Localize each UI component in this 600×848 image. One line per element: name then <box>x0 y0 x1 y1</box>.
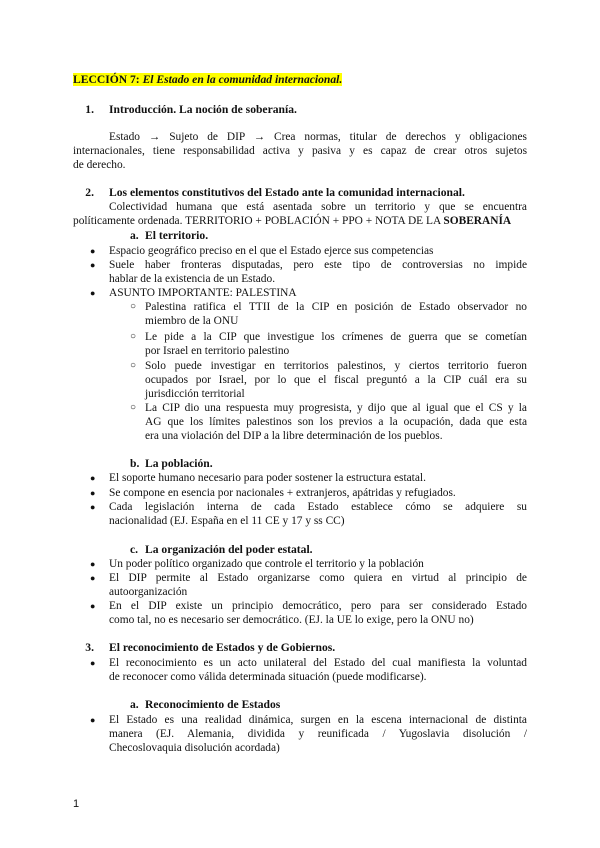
list-item: Se compone en esencia por nacionales + extranjeros, apátridas y refugiados. <box>109 487 456 499</box>
bullet-icon: ● <box>90 573 96 583</box>
bullet-icon: ● <box>90 658 96 668</box>
subsection-2a-heading: El territorio. <box>145 229 209 242</box>
bullet-icon: ● <box>90 473 96 483</box>
section-2-intro-text: políticamente ordenada. TERRITORIO + POBLACIÓN + PPO + NOTA DE LA <box>73 215 441 227</box>
subsection-2c-letter: c. <box>130 543 139 556</box>
lesson-title <box>73 73 342 87</box>
sub-list-item-cont: jurisdicción territorial <box>145 388 245 400</box>
section-2-intro-line <box>73 214 511 228</box>
section-2-soberania: SOBERANÍA <box>443 215 512 227</box>
sub-list-item: La CIP dio una respuesta muy progresista, y dijo que al igual que el CS y la <box>145 402 527 414</box>
sub-list-item-cont: AG que los límites palestinos son los previos a la ocupación, dada que esta <box>145 416 527 428</box>
list-item: El reconocimiento es un acto unilateral del Estado del cual manifiesta la voluntad <box>109 657 527 669</box>
bullet-icon: ● <box>90 260 96 270</box>
list-item-cont: Checoslovaquia disolución acordada) <box>109 742 280 754</box>
sub-list-item-cont: por Israel en territorio palestino <box>145 345 290 357</box>
page-number: 1 <box>73 798 80 810</box>
list-item: Espacio geográfico preciso en el que el Estado ejerce sus competencias <box>109 245 434 257</box>
list-item-cont: como tal, no es necesario ser democrático. (EJ. la UE lo exige, pero la ONU no) <box>109 614 474 626</box>
list-item: Un poder político organizado que controle el territorio y la población <box>109 558 424 570</box>
bullet-icon: ● <box>90 715 96 725</box>
list-item-cont: manera (EJ. Alemania, dividida y reunificada / Yugoslavia disolución / <box>109 728 527 740</box>
subsection-3a-heading: Reconocimiento de Estados <box>145 698 281 711</box>
sub-list-item: Solo puede investigar en territorios palestinos, y ciertos territorio fueron <box>145 360 527 372</box>
subsection-2b-heading: La población. <box>145 457 213 470</box>
list-item: El DIP permite al Estado organizarse como quiera en virtud al principio de <box>109 572 527 584</box>
sub-list-item-cont: era una violación del DIP a la libre determinación de los pueblos. <box>145 430 443 442</box>
section-1-para-line: de derecho. <box>73 159 126 171</box>
list-item: Cada legislación interna de cada Estado establece cómo se adquiere su <box>109 501 527 513</box>
section-1-para-line: internacionales, tiene responsabilidad activa y pasiva y es capaz de crear otros sujetos <box>73 145 527 157</box>
section-3-number: 3. <box>85 641 94 654</box>
list-item-cont: nacionalidad (EJ. España en el 11 CE y 17 y ss CC) <box>109 515 345 527</box>
lesson-title-prefix: LECCIÓN 7: <box>73 73 140 86</box>
bullet-icon: ● <box>90 246 96 256</box>
bullet-icon: ● <box>90 502 96 512</box>
subsection-2c-heading: La organización del poder estatal. <box>145 543 313 556</box>
section-2-number: 2. <box>85 186 94 199</box>
section-3-heading: El reconocimiento de Estados y de Gobiernos. <box>109 641 336 654</box>
lesson-title-highlight <box>73 73 342 86</box>
lesson-title-italic: El Estado en la comunidad internacional. <box>142 73 343 86</box>
subbullet-icon: ○ <box>130 360 137 371</box>
sub-list-item-cont: miembro de la ONU <box>145 315 239 327</box>
subsection-3a-letter: a. <box>130 698 139 711</box>
subbullet-icon: ○ <box>130 301 137 312</box>
sub-list-item-cont: ocupados por Israel, por lo que el fiscal preguntó a la CIP cuál era su <box>145 374 527 386</box>
list-item: El soporte humano necesario para poder sostener la estructura estatal. <box>109 472 426 484</box>
bullet-icon: ● <box>90 559 96 569</box>
section-1-para-line: Estado → Sujeto de DIP → Crea normas, titular de derechos y obligaciones <box>109 131 527 143</box>
subbullet-icon: ○ <box>130 331 137 342</box>
list-item-cont: autoorganización <box>109 586 188 598</box>
subbullet-icon: ○ <box>130 402 137 413</box>
section-2-heading: Los elementos constitutivos del Estado ante la comunidad internacional. <box>109 186 465 199</box>
bullet-icon: ● <box>90 601 96 611</box>
section-1-heading: Introducción. La noción de soberanía. <box>109 103 297 116</box>
section-1-number: 1. <box>85 103 94 116</box>
subsection-2a-letter: a. <box>130 229 139 242</box>
bullet-icon: ● <box>90 288 96 298</box>
sub-list-item: Le pide a la CIP que investigue los crímenes de guerra que se cometían <box>145 331 527 343</box>
list-item-cont: de reconocer como válida determinada situación (puede modificarse). <box>109 671 427 683</box>
list-item: En el DIP existe un principio democrático, pero para ser considerado Estado <box>109 600 527 612</box>
list-item-cont: hablar de la existencia de un Estado. <box>109 273 276 285</box>
subsection-2b-letter: b. <box>130 457 140 470</box>
sub-list-item: Palestina ratifica el TTII de la CIP en posición de Estado observador no <box>145 301 527 313</box>
list-item: Suele haber fronteras disputadas, pero este tipo de controversias no impide <box>109 259 527 271</box>
bullet-icon: ● <box>90 488 96 498</box>
list-item: ASUNTO IMPORTANTE: PALESTINA <box>109 287 297 299</box>
section-2-intro-line: Colectividad humana que está asentada sobre un territorio y que se encuentra <box>109 201 527 213</box>
list-item: El Estado es una realidad dinámica, surgen en la escena internacional de distinta <box>109 714 527 726</box>
